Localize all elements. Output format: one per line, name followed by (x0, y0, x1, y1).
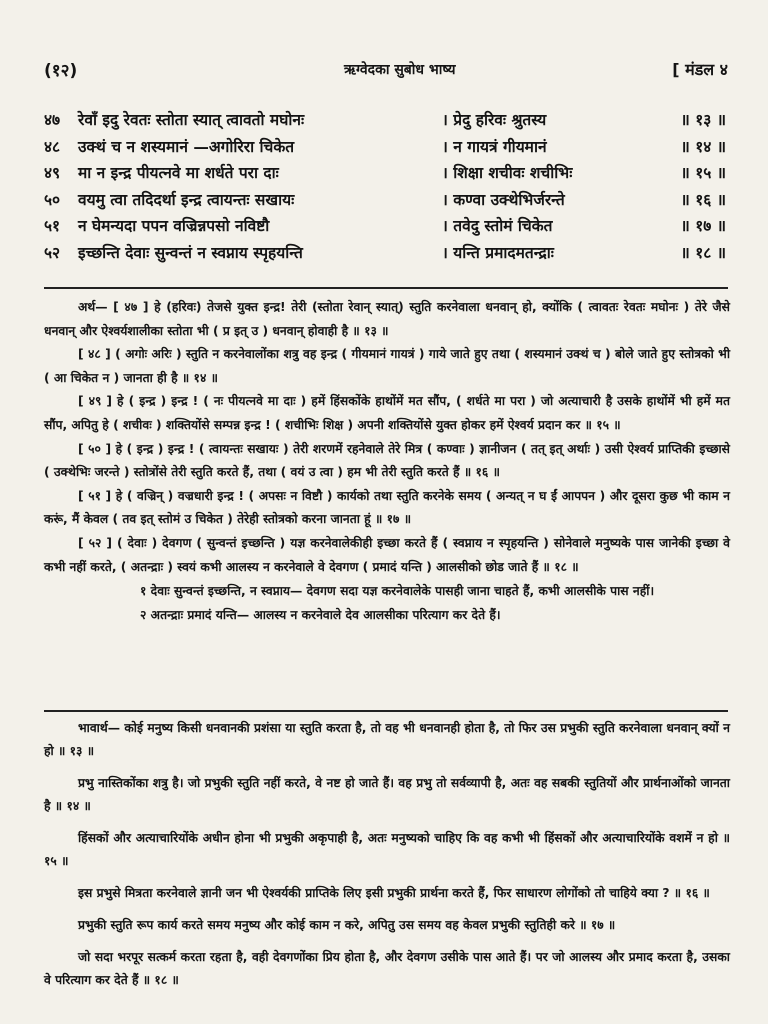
verse-end-number: ॥ १४ ॥ (680, 137, 726, 156)
section-divider (44, 287, 728, 289)
bhavartha-paragraph: भावार्थ— कोई मनुष्य किसी धनवानकी प्रशंसा या स्तुति करता है, तो वह भी धनवानही होता है, तो फिर उस प्रभुकी स्तुति करनेवाला धनवान् क्यों न हो ॥ १३ ॥ (44, 721, 730, 758)
commentary-paragraph: [ ४९ ] हे ( इन्द्र ) इन्द्र ! ( नः पीयत्नवे मा दाः ) हमें हिंसकोंके हाथोंमें मत सौंप, ( शर्धते मा परा ) जो अत्याचारी है उसके हाथोंमें भी हमें मत सौंप, अपितु हे ( शचीवः ) शक्तियोंसे सम्पन्न इन्द्र ! ( शचीभिः शिक्ष ) अपनी शक्तियोंसे युक्त होकर हमें ऐश्वर्य प्रदान कर ॥ १५ ॥ (44, 394, 730, 432)
verse-second-half: । यन्ति प्रमादमतन्द्राः (442, 243, 554, 262)
mantra-verses (44, 108, 728, 267)
verse-first-half: इच्छन्ति देवाः सुन्वन्तं न स्वप्नाय स्पृहयन्ति (78, 243, 303, 262)
verse-number: ४८ (44, 137, 61, 156)
bhavartha-paragraph: प्रभुकी स्तुति रूप कार्य करते समय मनुष्य और कोई काम न करे, अपितु उस समय वह केवल प्रभुकी स्तुतिही करे ॥ १७ ॥ (78, 918, 616, 932)
verse-second-half: । प्रेदु हरिवः श्रुतस्य (442, 111, 547, 129)
commentary-paragraph: [ ५१ ] हे ( वज्रिन् ) वज्रधारी इन्द्र ! ( अपसः न विष्टौ ) कार्यको तथा स्तुति करनेके समय ( अन्यत् न घ ईं आपपन ) और दूसरा कुछ भी काम न करूं, मैं केवल ( तव इत् स्तोमं उ चिकेत ) तेरेही स्तोत्रको करना जानता हूं ॥ १७ ॥ (44, 488, 730, 527)
verse-first-half: रेवाँ इदु रेवतः स्तोता स्यात् त्वावतो मघोनः (78, 111, 305, 129)
verse-line (44, 161, 728, 188)
bhavartha-paragraph: जो सदा भरपूर सत्कर्म करता रहता है, वही देवगणोंका प्रिय होता है, और देवगण उसीके पास आते हैं। पर जो आलस्य और प्रमाद करता है, उसका वे परित्याग कर देते हैं ॥ १८ ॥ (44, 950, 730, 987)
verse-line (44, 108, 728, 135)
verse-second-half: । कण्वा उक्थेभिर्जरन्ते (442, 190, 565, 209)
commentary-paragraph: अर्थ— [ ४७ ] हे (हरिवः) तेजसे युक्त इन्द्र! तेरी (स्तोता रेवान् स्यात्) स्तुति करनेवाला धनवान् हो, क्योंकि ( त्वावतः रेवतः मघोनः ) तेरे जैसे धनवान् और ऐश्वर्यशालीका स्तोता भी ( प्र इत् उ ) धनवान् होवाही है ॥ १३ ॥ (44, 300, 730, 338)
note-item: १ देवाः सुन्वन्तं इच्छन्ति, न स्वप्नाय— देवगण सदा यज्ञ करनेवालेके पासही जाना चाहते हैं, कभी आलसीके पास नहीं। (140, 584, 655, 599)
page-number: (१२) (44, 61, 78, 81)
commentary-paragraph: [ ४८ ] ( अगोः अरिः ) स्तुति न करनेवालोंका शत्रु वह इन्द्र ( गीयमानं गायत्रं ) गाये जाते हुए तथा ( शस्यमानं उक्थं च ) बोले जाते हुए स्तोत्रको भी ( आ चिकेत न ) जानता ही है ॥ १४ ॥ (44, 347, 730, 385)
bhavartha-paragraph: इस प्रभुसे मित्रता करनेवाले ज्ञानी जन भी ऐश्वर्यकी प्राप्तिके लिए इसी प्रभुकी प्रार्थना करते हैं, फिर साधारण लोगोंको तो चाहिये क्या ? ॥ १६ ॥ (78, 886, 710, 900)
verse-number: ५१ (44, 217, 61, 235)
verse-end-number: ॥ १६ ॥ (680, 190, 726, 209)
note-item: २ अतन्द्राः प्रमादं यन्ति— आलस्य न करनेवाले देव आलसीका परित्याग कर देते हैं। (140, 608, 501, 623)
verse-first-half: न घेमन्यदा पपन वज्रिन्नपसो नविष्टौ (78, 217, 270, 235)
commentary-paragraph: [ ५० ] हे ( इन्द्र ) इन्द्र ! ( त्वायन्तः सखायः ) तेरी शरणमें रहनेवाले तेरे मित्र ( कण्वाः ) ज्ञानीजन ( तत् इत् अर्थाः ) उसी ऐश्वर्य प्राप्तिकी इच्छासे ( उक्थेभिः जरन्ते ) स्तोत्रोंसे तेरी स्तुति करते हैं, तथा ( वयं उ त्वा ) हम भी तेरी स्तुति करते हैं ॥ १६ ॥ (44, 441, 730, 480)
bhavartha-paragraph: हिंसकों और अत्याचारियोंके अधीन होना भी प्रभुकी अकृपाही है, अतः मनुष्यको चाहिए कि वह कभी भी हिंसकों और अत्याचारियोंके वशमें न हो ॥ १५ ॥ (44, 831, 730, 868)
commentary-paragraph: [ ५२ ] ( देवाः ) देवगण ( सुन्वन्तं इच्छन्ति ) यज्ञ करनेवालेकीही इच्छा करते हैं ( स्वप्नाय न स्पृहयन्ति ) सोनेवाले मनुष्यके पास जानेकी इच्छा वे कभी नहीं करते, ( अतन्द्राः ) स्वयं कभी आलस्य न करनेवाले वे देवगण ( प्रमादं यन्ति ) आलसीको छोड जाते हैं ॥ १८ ॥ (44, 535, 730, 574)
verse-number: ४७ (44, 111, 61, 129)
verse-first-half: उक्थं च न शस्यमानं —अगोरिरा चिकेत (78, 137, 295, 156)
verse-number: ५२ (44, 243, 61, 262)
verse-line (44, 188, 728, 215)
bhavartha-section (44, 717, 730, 1001)
verse-line (44, 241, 728, 268)
verse-end-number: ॥ १३ ॥ (680, 111, 726, 129)
verse-end-number: ॥ १८ ॥ (680, 243, 726, 262)
verse-number: ५० (44, 190, 61, 209)
verse-first-half: मा न इन्द्र पीयत्नवे मा शर्धते परा दाः (78, 164, 279, 182)
verse-end-number: ॥ १७ ॥ (680, 217, 726, 235)
bhavartha-paragraph: प्रभु नास्तिकोंका शत्रु है। जो प्रभुकी स्तुति नहीं करते, वे नष्ट हो जाते हैं। वह प्रभु तो सर्वव्यापी है, अतः वह सबकी स्तुतियों और प्रार्थनाओंको जानता है ॥ १४ ॥ (44, 776, 730, 813)
book-title: ऋग्वेदका सुबोध भाष्य (344, 62, 456, 78)
verse-end-number: ॥ १५ ॥ (680, 164, 726, 182)
verse-line (44, 214, 728, 241)
verse-second-half: । तवेदु स्तोमं चिकेत (442, 217, 553, 235)
verse-first-half: वयमु त्वा तदिदर्था इन्द्र त्वायन्तः सखायः (78, 190, 295, 209)
verse-second-half: । शिक्षा शचीवः शचीभिः (442, 164, 573, 182)
verse-number: ४९ (44, 164, 61, 182)
section-divider (44, 710, 728, 712)
commentary-section (44, 296, 730, 627)
verse-line (44, 135, 728, 162)
mandala-label: [ मंडल ४ (672, 60, 728, 79)
page-header (44, 58, 728, 86)
verse-second-half: । न गायत्रं गीयमानं (442, 137, 547, 156)
